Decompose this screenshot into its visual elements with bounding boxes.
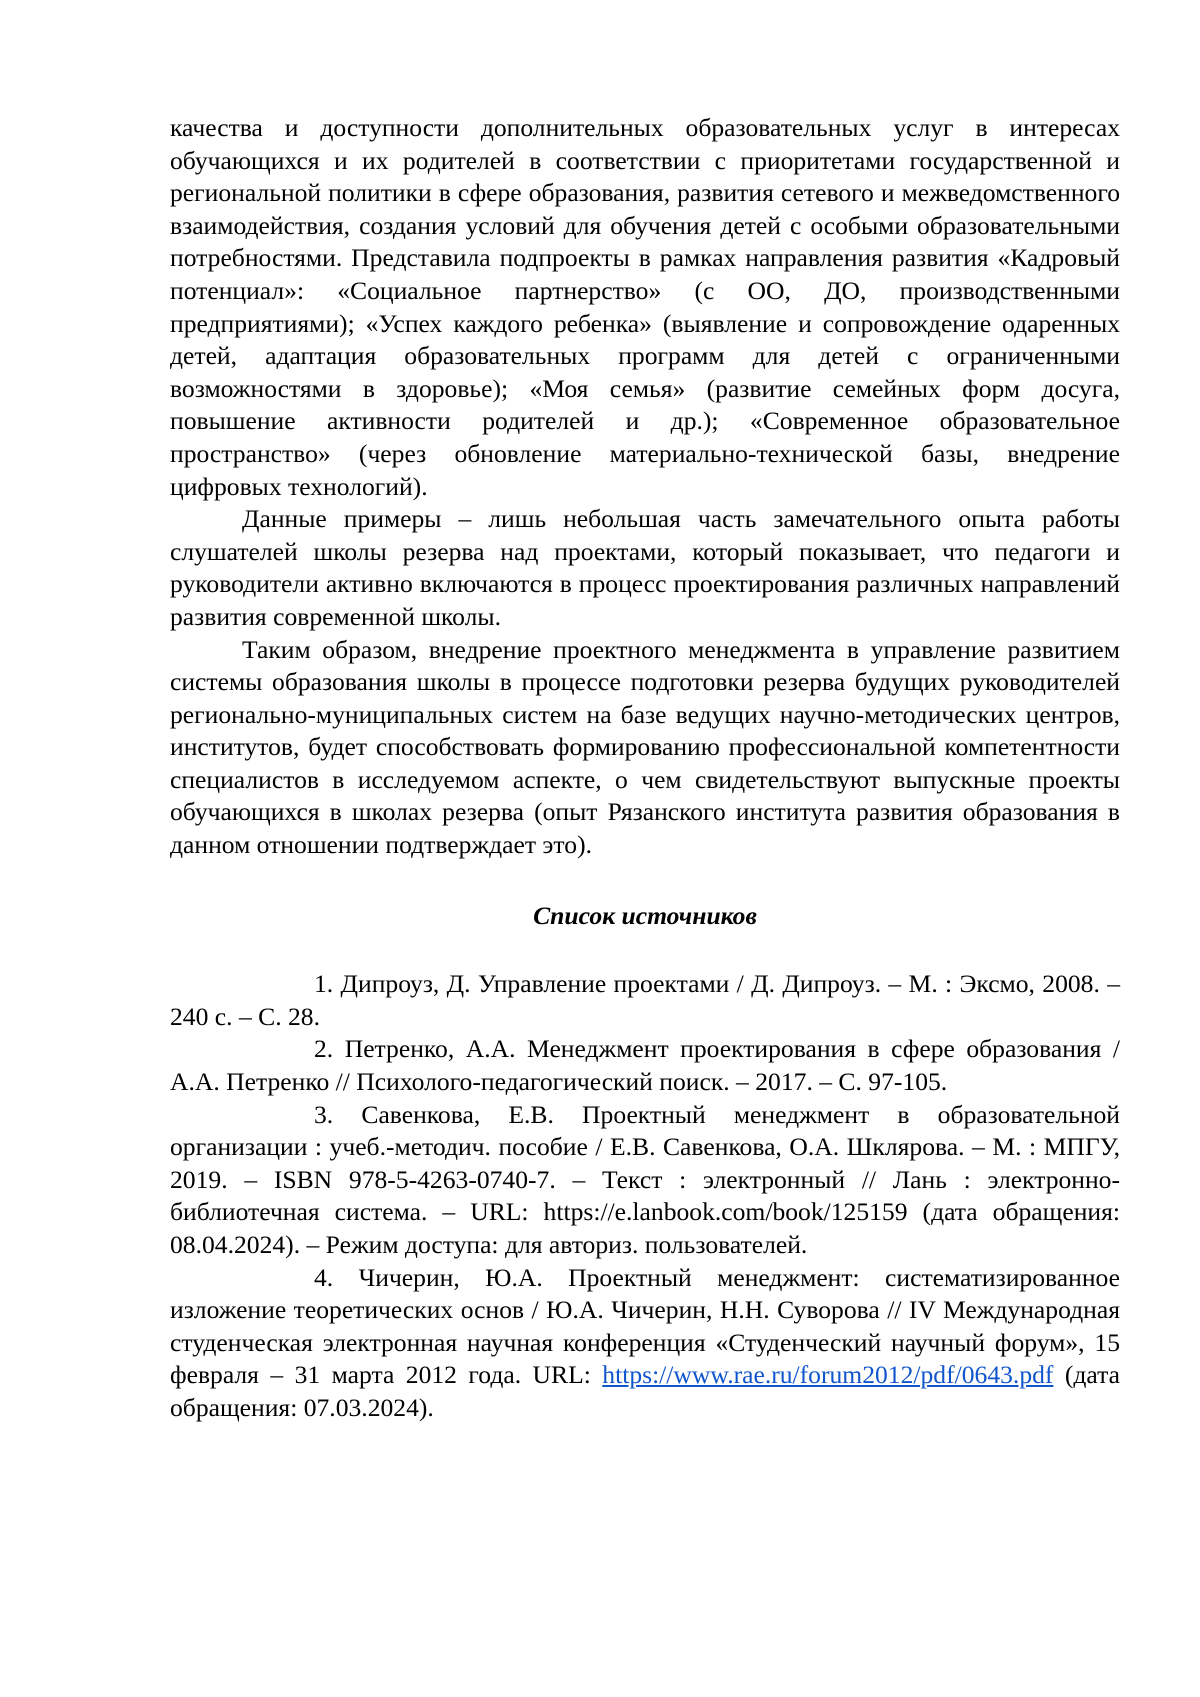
reference-link[interactable]: https://www.rae.ru/forum2012/pdf/0643.pdf xyxy=(602,1360,1053,1389)
reference-number: 3. xyxy=(242,1099,333,1132)
body-paragraph-1: качества и доступности дополнительных образовательных услуг в интересах обучающихся и их родителей в соответствии с приоритетами государственной и региональной политики в сфере образования, развития сетевого и межведомственного взаимодействия, создания условий для обучения детей с особыми образовательными потребностями. Представила подпроекты в рамках направления развития «Кадровый потенциал»: «Социальное партнерство» (с ОО, ДО, производственными предприятиями); «Успех каждого ребенка» (выявление и сопровождение одаренных детей, адаптация образовательных программ для детей с ограниченными возможностями в здоровье); «Моя семья» (развитие семейных форм досуга, повышение активности родителей и др.); «Современное образовательное пространство» (через обновление материально-технической базы, внедрение цифровых технологий). xyxy=(170,112,1120,503)
references-list xyxy=(170,968,1120,1424)
reference-text: Савенкова, Е.В. Проектный менеджмент в образовательной организации : учеб.-методич. пособие / Е.В. Савенкова, О.А. Шклярова. – М. : МПГУ, 2019. – ISBN 978-5-4263-0740-7. – Текст : электронный // Лань : электронно-библиотечная система. – URL: https://e.lanbook.com/book/125159 (дата обращения: 08.04.2024). – Режим доступа: для авториз. пользователей. xyxy=(170,1100,1120,1259)
reference-item-1 xyxy=(170,968,1120,1033)
reference-item-2 xyxy=(170,1033,1120,1098)
reference-text: Чичерин, Ю.А. Проектный менеджмент: систематизированное изложение теоретических основ / Ю.А. Чичерин, Н.Н. Суворова // IV Международная студенческая электронная научная конференция «Студенческий научный форум», 15 февраля – 31 марта 2012 года. URL: xyxy=(170,1263,1120,1390)
reference-number: 4. xyxy=(242,1262,333,1295)
reference-suffix: (дата обращения: 07.03.2024). xyxy=(170,1360,1120,1422)
references-heading: Список источников xyxy=(170,900,1120,933)
reference-number: 2. xyxy=(242,1033,333,1066)
reference-text: Петренко, А.А. Менеджмент проектирования в сфере образования / А.А. Петренко // Психолого-педагогический поиск. – 2017. – С. 97-105. xyxy=(170,1034,1120,1096)
reference-number: 1. xyxy=(242,968,333,1001)
body-paragraph-3: Таким образом, внедрение проектного менеджмента в управление развитием системы образования школы в процессе подготовки резерва будущих руководителей регионально-муниципальных систем на базе ведущих научно-методических центров, институтов, будет способствовать формированию профессиональной компетентности специалистов в исследуемом аспекте, о чем свидетельствуют выпускные проекты обучающихся в школах резерва (опыт Рязанского института развития образования в данном отношении подтверждает это). xyxy=(170,634,1120,862)
reference-item-4 xyxy=(170,1262,1120,1425)
reference-text: Дипроуз, Д. Управление проектами / Д. Дипроуз. – М. : Эксмо, 2008. – 240 с. – С. 28. xyxy=(170,969,1120,1031)
body-paragraph-2: Данные примеры – лишь небольшая часть замечательного опыта работы слушателей школы резерва над проектами, который показывает, что педагоги и руководители активно включаются в процесс проектирования различных направлений развития современной школы. xyxy=(170,503,1120,633)
document-page xyxy=(170,112,1120,1425)
reference-item-3 xyxy=(170,1099,1120,1262)
